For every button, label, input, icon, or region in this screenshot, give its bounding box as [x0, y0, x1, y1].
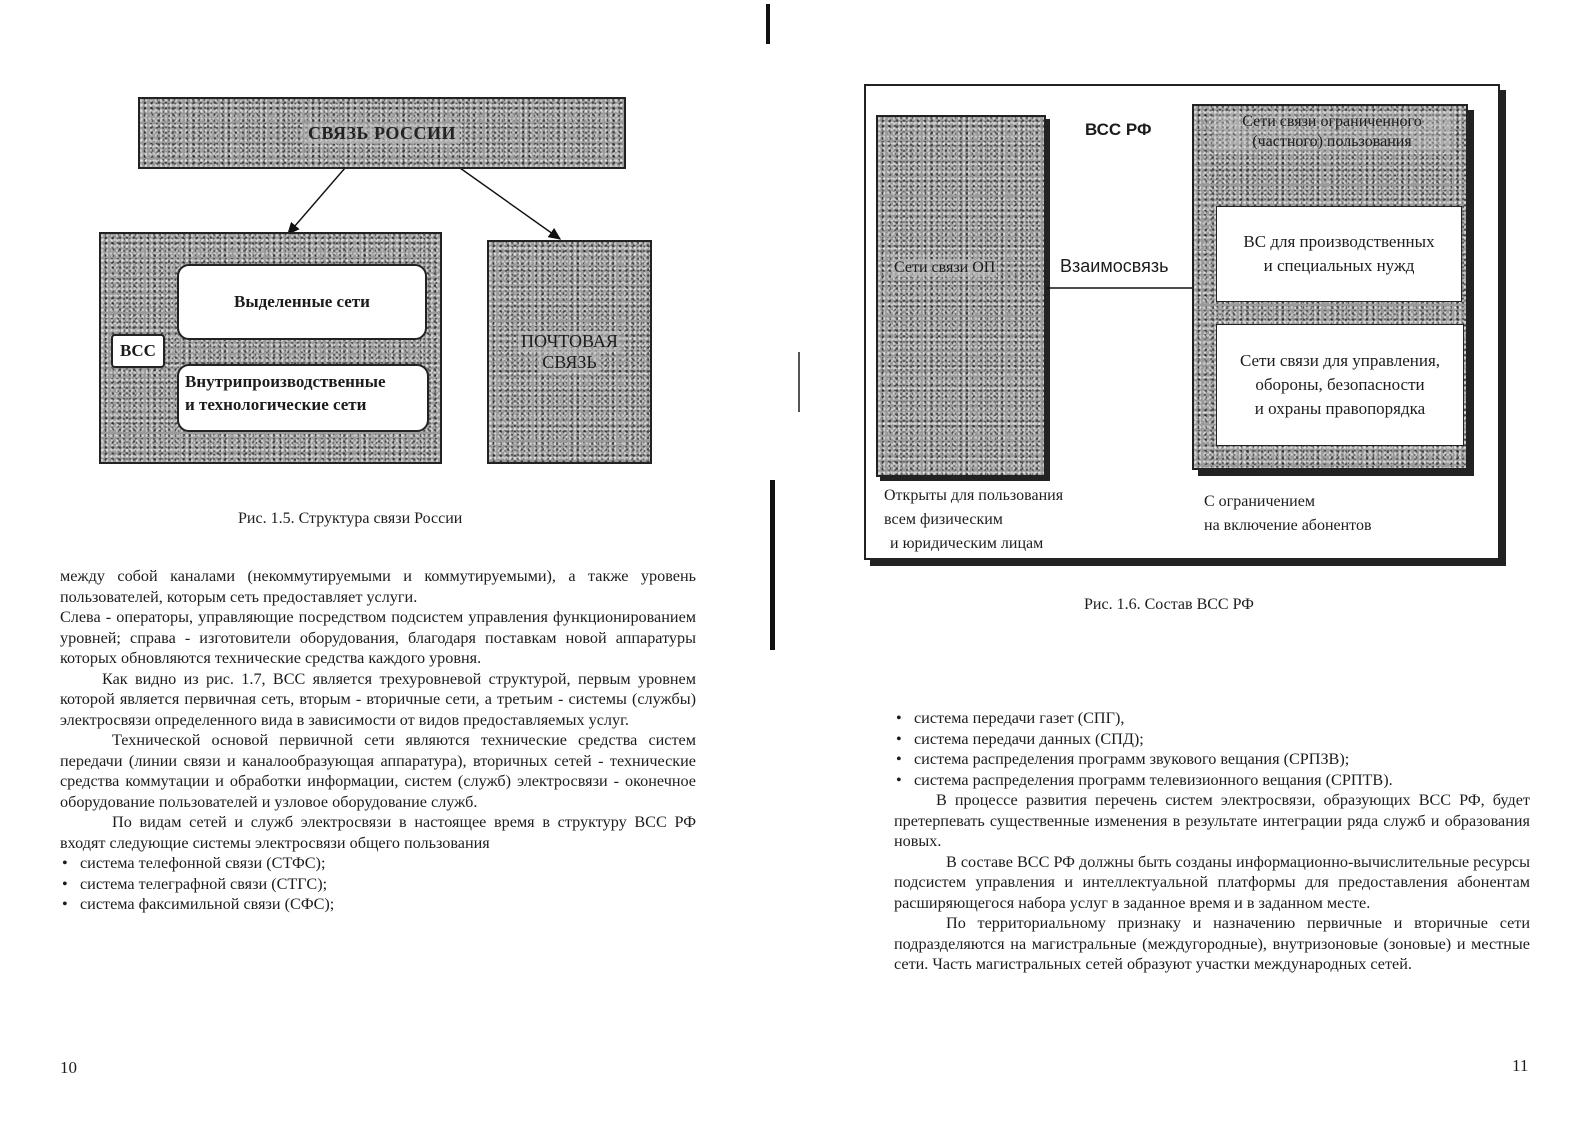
postal-line1: ПОЧТОВАЯ	[518, 331, 621, 352]
internal-networks-box	[177, 364, 429, 432]
defense-networks-box	[1216, 324, 1464, 446]
public-networks-label: Сети связи ОП	[894, 259, 996, 276]
figure-caption: Рис. 1.6. Состав ВСС РФ	[1084, 596, 1254, 613]
paragraph: Как видно из рис. 1.7, ВСС является трехуровневой структурой, первым уровнем которой является первичная сеть, вторым - вторичные сети, а третьим - системы (службы) электросвязи определенного вида в зависимости от видов предоставляемых услуг.	[60, 669, 696, 729]
right-body-text	[894, 708, 1530, 975]
restricted-note	[1204, 490, 1372, 538]
paragraph: Технической основой первичной сети являются технические средства систем передачи (линии связи и каналообразующая аппаратура), вторичных сетей - технические средства коммутации и обработки информации, систем (служб) электросвязи - оконечное оборудование пользователей и узловое оборудование служб.	[60, 731, 696, 811]
page-number-right: 11	[1512, 1056, 1529, 1075]
left-bullet-list	[60, 853, 696, 915]
open-note-line2: всем физическим	[884, 511, 1003, 528]
top-box-label: СВЯЗЬ РОССИИ	[304, 123, 460, 144]
open-access-note	[884, 484, 1063, 556]
open-note-line3: и юридическим лицам	[890, 535, 1044, 552]
scan-artifact	[770, 480, 775, 650]
arrow-to-vss	[288, 168, 345, 234]
left-page	[0, 0, 780, 1128]
list-item: • система передачи газет (СПГ),	[894, 708, 1530, 729]
page-number-left: 10	[60, 1058, 77, 1077]
postal-communication-box	[487, 240, 652, 464]
restricted-line2: (частного) пользования	[1252, 133, 1412, 150]
vss-group-box	[99, 232, 442, 464]
open-note-line1: Открыты для пользования	[884, 487, 1064, 504]
internal-networks-line2: и технологические сети	[185, 395, 367, 414]
box1-line2: и специальных нужд	[1263, 256, 1415, 275]
right-bullet-list	[894, 708, 1530, 790]
box2-line2: обороны, безопасности	[1255, 375, 1425, 394]
top-box-communications-of-russia	[138, 97, 626, 169]
paragraph: По видам сетей и служб электросвязи в настоящее время в структуру ВСС РФ входят следующие системы электросвязи общего пользования	[60, 813, 696, 852]
list-item: • система распределения программ звукового вещания (СРПЗВ);	[894, 749, 1530, 770]
restricted-note-line1: С ограничением	[1204, 493, 1315, 510]
dedicated-networks-label: Выделенные сети	[234, 292, 370, 311]
box2-line3: и охраны правопорядка	[1254, 399, 1426, 418]
arrow-to-postal	[460, 168, 560, 239]
restricted-line1: Сети связи ограниченного	[1242, 113, 1422, 130]
vss-label-box	[111, 334, 165, 368]
box2-line1: Сети связи для управления,	[1239, 351, 1441, 370]
box1-line1: ВС для производственных	[1243, 232, 1435, 251]
scan-artifact	[766, 4, 770, 44]
internal-networks-line1: Внутрипроизводственные	[185, 372, 386, 391]
figure-caption: Рис. 1.5. Структура связи России	[238, 510, 463, 527]
list-item: • система распределения программ телевизионного вещания (СРПТВ).	[894, 770, 1530, 791]
paragraph: По территориальному признаку и назначению первичные и вторичные сети подразделяются на магистральные (междугородные), внутризоновые (зоновые) и местные сети. Часть магистральных сетей образуют участки международных сетей.	[894, 914, 1530, 973]
paragraph: В составе ВСС РФ должны быть созданы информационно-вычислительные ресурсы подсистем управления и интеллектуальной платформы для предоставления абонентам расширяющегося набора услуг в заданное время и в заданном месте.	[894, 852, 1530, 912]
interconnection-label: Взаимосвязь	[1060, 256, 1169, 276]
production-networks-box	[1216, 206, 1462, 302]
paragraph: Слева - операторы, управляющие посредством подсистем управления функционированием уровней; справа - изготовители оборудования, благодаря поставкам новой аппаратуры которых обновляются технические средства каждого уровня.	[60, 608, 696, 667]
restricted-note-line2: на включение абонентов	[1204, 517, 1372, 534]
vss-label: ВСС	[120, 341, 156, 360]
list-item: • система факсимильной связи (СФС);	[60, 894, 696, 915]
restricted-networks-box	[1192, 104, 1468, 470]
paragraph: между собой каналами (некоммутируемыми и коммутируемыми), а также уровень пользователей, которым сеть предоставляет услуги.	[60, 567, 696, 606]
list-item: • система передачи данных (СПД);	[894, 729, 1530, 750]
restricted-networks-label	[1212, 112, 1452, 152]
list-item: • система телеграфной связи (СТГС);	[60, 874, 696, 895]
list-item: • система телефонной связи (СТФС);	[60, 853, 696, 874]
right-page	[800, 0, 1586, 1128]
dedicated-networks-box	[177, 264, 427, 340]
postal-line2: СВЯЗЬ	[539, 352, 599, 373]
paragraph: В процессе развития перечень систем электросвязи, образующих ВСС РФ, будет претерпевать существенные изменения в результате интеграции ряда служб и образования новых.	[894, 791, 1530, 850]
left-body-text	[60, 566, 696, 915]
figure-title: ВСС РФ	[1085, 120, 1152, 139]
